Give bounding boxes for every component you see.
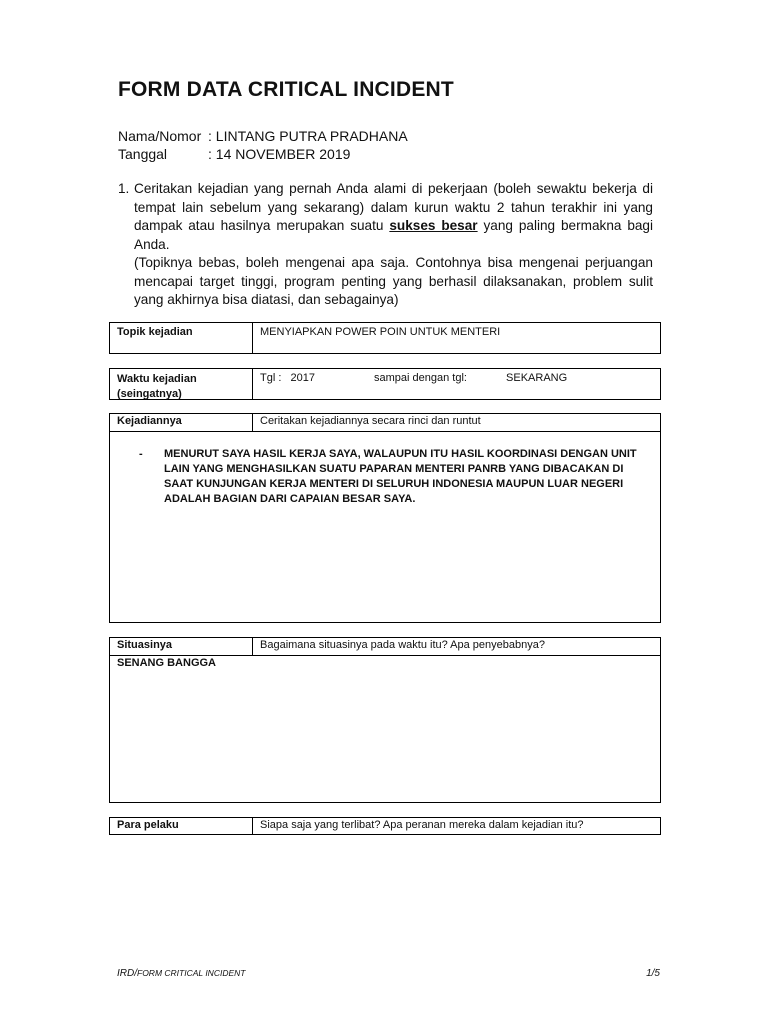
nama-row xyxy=(118,128,408,144)
footer-text: FORM CRITICAL INCIDENT xyxy=(137,968,246,978)
situasi-answer[interactable]: SENANG BANGGA xyxy=(117,657,217,669)
waktu-label: Waktu kejadian xyxy=(117,373,197,385)
waktu-label-cell xyxy=(110,369,253,399)
tanggal-value: : 14 NOVEMBER 2019 xyxy=(208,146,351,162)
tgl-value[interactable]: 2017 xyxy=(290,372,315,384)
waktu-value-cell[interactable] xyxy=(253,369,660,399)
tanggal-label: Tanggal xyxy=(118,146,168,162)
topik-box xyxy=(109,322,661,354)
question-number: 1. xyxy=(118,181,130,196)
waktu-row xyxy=(110,369,660,399)
kejadian-prompt: Ceritakan kejadiannya secara rinci dan runtut xyxy=(260,415,481,427)
form-title: FORM DATA CRITICAL INCIDENT xyxy=(118,78,454,101)
footer-prefix: IRD/ xyxy=(117,968,137,979)
nama-label: Nama/Nomor xyxy=(118,128,202,144)
pelaku-box xyxy=(109,817,661,835)
waktu-box xyxy=(109,368,661,400)
question-1 xyxy=(118,180,653,310)
topik-value[interactable]: MENYIAPKAN POWER POIN UNTUK MENTERI xyxy=(260,326,501,338)
question-text xyxy=(134,180,653,254)
kejadian-answer-area[interactable] xyxy=(110,432,660,510)
page-number: 1/5 xyxy=(646,968,660,979)
kejadian-label: Kejadiannya xyxy=(110,414,253,431)
pelaku-label: Para pelaku xyxy=(110,818,253,834)
tanggal-row xyxy=(118,146,350,162)
list-dash: - xyxy=(139,448,143,460)
topik-label: Topik kejadian xyxy=(110,323,253,353)
kejadian-list xyxy=(117,447,653,507)
nama-value: : LINTANG PUTRA PRADHANA xyxy=(208,128,408,144)
situasi-prompt: Bagaimana situasinya pada waktu itu? Apa penyebabnya? xyxy=(260,639,545,651)
topik-row xyxy=(110,323,660,353)
pelaku-row xyxy=(110,818,660,834)
question-highlight: sukses besar xyxy=(389,218,478,233)
sampai-value[interactable]: SEKARANG xyxy=(506,372,568,384)
kejadian-header-row xyxy=(110,414,660,432)
question-text-before: Ceritakan kejadian yang pernah Anda alami di pekerjaan (boleh sewaktu bekerja di tempat lain sebelum yang sekarang) dalam kurun waktu 2 tahun terakhir ini yang dampak atau hasilnya merupakan suatu xyxy=(134,181,653,233)
situasi-header-row xyxy=(110,638,660,656)
question-text-after: yang paling bermakna bagi Anda. xyxy=(134,218,654,252)
kejadian-box xyxy=(109,413,661,623)
list-item xyxy=(117,447,653,507)
tgl-label: Tgl : xyxy=(260,372,282,384)
sampai-label: sampai dengan tgl: xyxy=(374,372,467,384)
situasi-label: Situasinya xyxy=(110,638,253,655)
footer-left xyxy=(117,968,245,979)
kejadian-answer-text: MENURUT SAYA HASIL KERJA SAYA, WALAUPUN ITU HASIL KOORDINASI DENGAN UNIT LAIN YANG MENGHASILKAN SUATU PAPARAN MENTERI PANRB YANG DIBACAKAN DI SAAT KUNJUNGAN KERJA MENTERI DI SELURUH INDONESIA MAUPUN LUAR NEGERI ADALAH BAGIAN DARI CAPAIAN BESAR SAYA. xyxy=(164,448,637,505)
pelaku-prompt: Siapa saja yang terlibat? Apa peranan mereka dalam kejadian itu? xyxy=(260,819,584,831)
waktu-sublabel: (seingatnya) xyxy=(117,388,182,400)
question-note: (Topiknya bebas, boleh mengenai apa saja. Contohnya bisa mengenai perjuangan mencapai target tinggi, program penting yang berhasil dilaksanakan, problem sulit yang akhirnya bisa diatasi, dan sebagainya) xyxy=(134,255,653,307)
situasi-box xyxy=(109,637,661,803)
